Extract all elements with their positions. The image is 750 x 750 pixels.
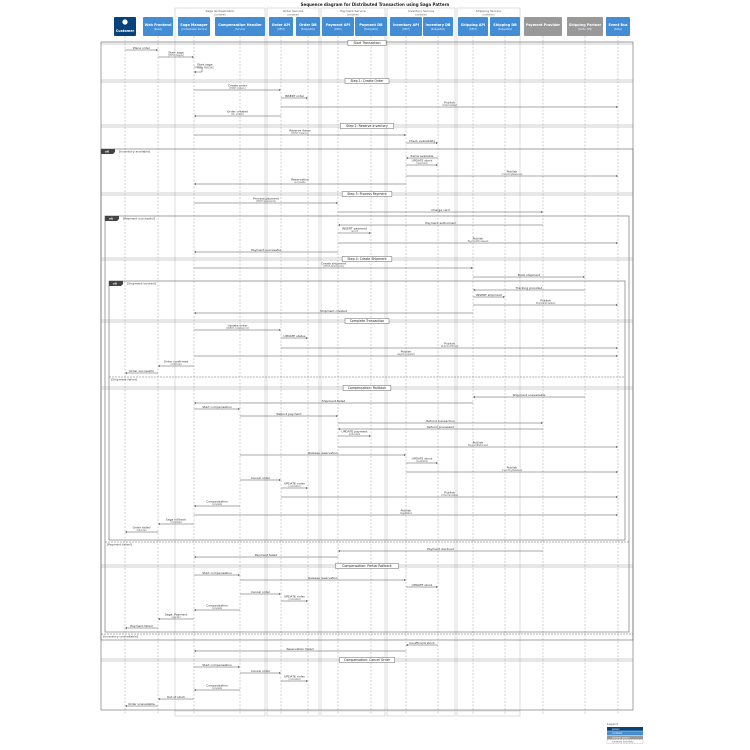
message-sublabel: [POST /reserve] bbox=[291, 132, 309, 135]
legend-item: person bbox=[612, 727, 620, 731]
message-sublabel: rejected bbox=[171, 616, 181, 619]
message-sublabel: OK, orderId bbox=[231, 113, 244, 116]
participant-subtitle: [REST] bbox=[334, 28, 342, 31]
message-label: Publish bbox=[472, 440, 484, 445]
participant-subtitle: [Orchestration Service] bbox=[181, 28, 207, 31]
message-sublabel: [PATCH /orders/{id}] bbox=[226, 327, 249, 330]
fragment-condition: [Payment successful] bbox=[123, 216, 155, 221]
message-label: Publish bbox=[506, 169, 518, 174]
message-label: UPDATE status bbox=[283, 333, 306, 338]
message-label: Publish bbox=[472, 236, 484, 241]
message-sublabel: (cancelled) bbox=[288, 485, 301, 488]
participant-name: Compensation Handler bbox=[218, 23, 262, 27]
message-label: Publish bbox=[540, 298, 551, 303]
participant-subtitle: [Kafka] bbox=[614, 28, 622, 31]
boundary-subtitle: (container) bbox=[286, 13, 300, 17]
message-label: UPDATE payment bbox=[341, 429, 368, 434]
message-label: INSERT order bbox=[284, 93, 305, 98]
message-sublabel: (refunded) bbox=[348, 433, 361, 436]
arrow-head bbox=[503, 296, 505, 298]
legend-item: container boundary bbox=[612, 740, 634, 744]
arrow-head bbox=[616, 446, 618, 448]
participant-name: Web Frontend bbox=[144, 23, 172, 27]
message-sublabel: PaymentRefunded bbox=[467, 444, 489, 447]
message-sublabel: PaymentProcessed bbox=[467, 240, 489, 243]
message-label: Create order bbox=[228, 83, 247, 88]
message-label: Items available bbox=[410, 153, 434, 158]
arrow-head bbox=[238, 666, 240, 668]
message-label: Refund payment bbox=[276, 411, 302, 416]
arrow-head bbox=[156, 49, 158, 51]
boundary-title: Shipping Service bbox=[475, 9, 502, 13]
arrow-head bbox=[369, 232, 371, 234]
participant-subtitle: [React] bbox=[154, 28, 162, 31]
message-label: UPDATE order bbox=[284, 481, 305, 486]
message-label: Publish bbox=[444, 100, 455, 105]
arrow-head bbox=[238, 408, 240, 410]
participant-name: Order API bbox=[271, 23, 291, 27]
message-sublabel: complete bbox=[211, 503, 223, 506]
participant-name: Payment DB bbox=[359, 23, 383, 27]
boundary-title: Saga Orchestration bbox=[205, 9, 235, 13]
divider-label: Step 4: Create Shipment bbox=[347, 257, 387, 262]
arrow-head bbox=[194, 312, 196, 314]
message-sublabel: [POST /payments] bbox=[256, 200, 276, 203]
arrow-head bbox=[306, 337, 308, 339]
message-sublabel: refunded bbox=[136, 529, 147, 532]
boundary-title: Inventory Service bbox=[407, 9, 435, 13]
boundary-box bbox=[457, 8, 520, 716]
message-label: Shipment created bbox=[320, 308, 347, 313]
arrow-head bbox=[473, 396, 475, 398]
participant-name: Event Bus bbox=[608, 23, 628, 27]
message-sublabel: complete bbox=[211, 687, 223, 690]
message-label: Refund processed bbox=[427, 424, 454, 429]
message-label: Compensation bbox=[206, 603, 228, 608]
message-label: Compensation bbox=[206, 499, 228, 504]
fragment-else-condition: [Payment failed] bbox=[107, 542, 132, 547]
message-label: Reservation failed bbox=[286, 646, 314, 651]
fragment-condition: [Shipment booked] bbox=[127, 281, 156, 286]
message-label: Order unavailable bbox=[128, 701, 155, 706]
message-sublabel: (reserved) bbox=[416, 162, 428, 165]
message-label: Process payment bbox=[253, 196, 279, 201]
fragment-else-condition: [Inventory unavailable] bbox=[103, 634, 138, 639]
message-label: Charge card bbox=[431, 207, 450, 212]
participant-name: Inventory API bbox=[393, 23, 419, 27]
message-label: Reservation bbox=[291, 177, 309, 182]
arrow-head bbox=[436, 586, 438, 588]
message-label: Start saga bbox=[197, 62, 213, 67]
message-label: INSERT shipment bbox=[476, 292, 502, 297]
message-label: UPDATE stock bbox=[411, 158, 433, 163]
boundary-subtitle: (container) bbox=[414, 13, 428, 17]
arrow-head bbox=[125, 705, 127, 707]
message-label: Release reservation bbox=[308, 450, 338, 455]
arrow-head bbox=[279, 593, 281, 595]
message-label: Start compensation bbox=[202, 570, 232, 575]
divider-label: Step 1: Create Order bbox=[350, 79, 384, 84]
message-label: Payment failed bbox=[130, 623, 153, 628]
arrow-head bbox=[194, 115, 196, 117]
arrow-head bbox=[158, 698, 160, 700]
message-sublabel: [POST /orders] bbox=[229, 87, 246, 90]
boundary-title: Order Service bbox=[282, 9, 304, 13]
arrow-head bbox=[616, 496, 618, 498]
arrow-head bbox=[194, 505, 196, 507]
arrow-head bbox=[541, 211, 543, 213]
arrow-head bbox=[338, 550, 340, 552]
arrow-head bbox=[406, 644, 408, 646]
participant-name: Customer bbox=[115, 29, 135, 33]
participant-name: Shipping Partner bbox=[568, 23, 602, 27]
message-sublabel: SagaFailed bbox=[400, 512, 412, 515]
message-sublabel: successful bbox=[294, 181, 306, 184]
fragment-frame bbox=[105, 216, 629, 632]
divider-label: Complete Transaction bbox=[349, 319, 385, 324]
message-label: Publish bbox=[444, 490, 455, 495]
message-label: UPDATE stock bbox=[411, 456, 433, 461]
arrow-head bbox=[194, 556, 196, 558]
message-sublabel: OrderCreated bbox=[442, 104, 457, 107]
message-label: Publish bbox=[400, 349, 412, 354]
boundary-box bbox=[267, 8, 319, 716]
arrow-head bbox=[471, 267, 473, 269]
message-sublabel: InventoryReserved bbox=[501, 173, 523, 176]
arrow-head bbox=[279, 329, 281, 331]
arrow-head bbox=[279, 89, 281, 91]
message-sublabel: confirmed bbox=[170, 363, 182, 366]
boundary-subtitle: (container) bbox=[482, 13, 495, 17]
message-label: Payment declined bbox=[427, 546, 454, 551]
message-sublabel: record bbox=[351, 230, 358, 233]
outer-frame bbox=[101, 42, 633, 710]
arrow-head bbox=[306, 97, 308, 99]
message-label: Order successful bbox=[128, 368, 155, 373]
arrow-head bbox=[404, 134, 406, 136]
arrow-head bbox=[194, 402, 196, 404]
message-label: Refund transaction bbox=[426, 418, 455, 423]
participant-subtitle: [Service] bbox=[235, 28, 245, 31]
arrow-head bbox=[194, 183, 196, 185]
arrow-head bbox=[616, 106, 618, 108]
message-label: UPDATE order bbox=[284, 594, 305, 599]
message-sublabel: completed bbox=[170, 521, 182, 524]
divider-label: Compensation: Rollback bbox=[347, 386, 387, 391]
diagram-title: Sequence diagram for Distributed Transaction using Saga Pattern bbox=[300, 2, 450, 7]
arrow-head bbox=[194, 609, 196, 611]
boundary-subtitle: (container) bbox=[346, 13, 360, 17]
arrow-head bbox=[404, 579, 406, 581]
message-label: Shipment unavailable bbox=[512, 392, 546, 397]
message-label: Cancel order bbox=[250, 475, 271, 480]
arrow-head bbox=[616, 175, 618, 177]
participant-subtitle: [FedEx, UPS] bbox=[578, 28, 592, 31]
arrow-head bbox=[125, 531, 127, 533]
participant-name: Payment Provider bbox=[525, 23, 561, 27]
participant-subtitle: [PostgreSQL] bbox=[497, 28, 513, 31]
arrow-head bbox=[279, 479, 281, 481]
arrow-head bbox=[616, 347, 618, 349]
participant-name: Saga Manager bbox=[180, 23, 208, 27]
message-sublabel: (cancelled) bbox=[288, 678, 301, 681]
arrow-head bbox=[541, 422, 543, 424]
arrow-head bbox=[436, 142, 438, 144]
participant-name: Shipping API bbox=[460, 23, 486, 27]
message-sublabel: state: PENDING bbox=[197, 66, 214, 70]
message-sublabel: (available) bbox=[416, 460, 428, 463]
arrow-head bbox=[238, 574, 240, 576]
message-label: Reserve items bbox=[289, 128, 311, 133]
message-label: Start compensation bbox=[202, 404, 232, 409]
participant-subtitle: [REST] bbox=[402, 28, 410, 31]
message-label: INSERT payment bbox=[342, 226, 367, 231]
message-label: Start compensation bbox=[202, 662, 232, 667]
fragment-tag: alt bbox=[109, 217, 113, 221]
message-sublabel: [POST /shipments] bbox=[323, 265, 344, 268]
arrow-head bbox=[306, 680, 308, 682]
message-label: Saga rollback bbox=[165, 517, 187, 522]
arrow-head bbox=[404, 454, 406, 456]
boundary-subtitle: (container) bbox=[213, 13, 227, 17]
arrow-head bbox=[406, 157, 408, 159]
arrow-head bbox=[192, 56, 194, 58]
message-label: Publish bbox=[400, 508, 412, 513]
message-label: Compensation bbox=[206, 683, 228, 688]
message-label: Create shipment bbox=[321, 261, 346, 266]
participant-name: Shipping DB bbox=[493, 23, 517, 27]
arrow-head bbox=[436, 462, 438, 464]
message-label: Tracking provided bbox=[515, 285, 543, 290]
arrow-head bbox=[616, 242, 618, 244]
message-label: Publish bbox=[444, 341, 455, 346]
participant-name: Payment API bbox=[325, 23, 351, 27]
message-label: Order failed bbox=[132, 525, 151, 530]
message-label: Payment successful bbox=[251, 247, 281, 252]
arrow-head bbox=[194, 650, 196, 652]
arrow-head bbox=[125, 372, 127, 374]
arrow-head bbox=[194, 251, 196, 253]
participant-subtitle: [REST] bbox=[277, 28, 285, 31]
divider-label: Compensation: Cancel Order bbox=[344, 658, 390, 663]
message-sublabel: SagaCompleted bbox=[397, 353, 415, 356]
message-label: Cancel order bbox=[250, 668, 271, 673]
message-label: Cancel order bbox=[250, 589, 271, 594]
person-icon bbox=[122, 19, 127, 24]
message-sublabel: OrderCancelled bbox=[441, 494, 458, 497]
arrow-head bbox=[473, 289, 475, 291]
participant-subtitle: [PostgreSQL] bbox=[300, 28, 316, 31]
arrow-head bbox=[369, 435, 371, 437]
message-sublabel: [POST /sagas] bbox=[168, 54, 184, 57]
participant-name: Order DB bbox=[299, 23, 317, 27]
message-label: Check availability bbox=[408, 138, 436, 143]
message-label: Out of stock bbox=[166, 694, 186, 699]
message-label: Book shipment bbox=[517, 272, 541, 277]
message-label: Saga: Payment bbox=[164, 612, 188, 617]
arrow-head bbox=[616, 304, 618, 306]
arrow-head bbox=[158, 523, 160, 525]
participant-subtitle: [REST] bbox=[469, 28, 477, 31]
message-sublabel: OrderConfirmed bbox=[440, 345, 459, 348]
fragment-else-condition: [Shipment failed] bbox=[111, 377, 137, 382]
arrow-head bbox=[336, 202, 338, 204]
message-label: Update order bbox=[227, 323, 248, 328]
arrow-head bbox=[616, 471, 618, 473]
legend-item: external system bbox=[612, 736, 630, 740]
message-label: Release reservation bbox=[308, 575, 338, 580]
boundary-title: Payment Service bbox=[340, 9, 366, 13]
message-sublabel: InventoryReleased bbox=[501, 469, 523, 472]
fragment-condition: [Inventory available] bbox=[119, 149, 151, 154]
arrow-head bbox=[338, 224, 340, 226]
message-label: Start saga bbox=[168, 50, 184, 55]
message-label: Shipment failed bbox=[321, 398, 346, 403]
arrow-head bbox=[279, 672, 281, 674]
legend-title: Legend bbox=[607, 722, 619, 726]
arrow-head bbox=[194, 689, 196, 691]
fragment-tag: alt bbox=[113, 282, 117, 286]
divider-label: Compensation: Partial Rollback bbox=[342, 564, 392, 569]
divider-label: Step 3: Process Payment bbox=[347, 192, 387, 197]
participant-subtitle: [PostgreSQL] bbox=[430, 28, 446, 31]
message-sublabel: (cancelled) bbox=[288, 598, 301, 601]
divider-label: Step 2: Reserve Inventory bbox=[346, 124, 388, 129]
message-label: Insufficient stock bbox=[409, 640, 435, 645]
message-label: Place order bbox=[133, 45, 150, 50]
participant-name: Inventory DB bbox=[425, 23, 451, 27]
legend-item: container bbox=[612, 732, 623, 736]
arrow-head bbox=[306, 600, 308, 602]
message-label: Order created bbox=[227, 109, 248, 114]
arrow-head bbox=[194, 71, 196, 73]
arrow-head bbox=[158, 618, 160, 620]
message-label: Publish bbox=[506, 465, 518, 470]
arrow-head bbox=[436, 164, 438, 166]
message-label: UPDATE order bbox=[284, 674, 305, 679]
arrow-head bbox=[158, 365, 160, 367]
divider-label: Start Transaction bbox=[353, 41, 381, 46]
boundary-box bbox=[321, 8, 385, 716]
message-sublabel: complete bbox=[211, 607, 223, 610]
message-label: Payment failed bbox=[254, 552, 278, 557]
message-label: Payment authorized bbox=[425, 220, 456, 225]
message-sublabel: ShipmentCreated bbox=[535, 302, 556, 305]
arrow-head bbox=[306, 487, 308, 489]
arrow-head bbox=[338, 428, 340, 430]
arrow-head bbox=[583, 276, 585, 278]
arrow-head bbox=[336, 415, 338, 417]
arrow-head bbox=[125, 627, 127, 629]
participant-subtitle: [PostgreSQL] bbox=[363, 28, 379, 31]
message-label: Order confirmed bbox=[163, 359, 189, 364]
boundary-box bbox=[387, 8, 455, 716]
fragment-tag: alt bbox=[105, 150, 109, 154]
arrow-head bbox=[616, 514, 618, 516]
message-label: UPDATE stock bbox=[411, 582, 433, 587]
arrow-head bbox=[616, 355, 618, 357]
